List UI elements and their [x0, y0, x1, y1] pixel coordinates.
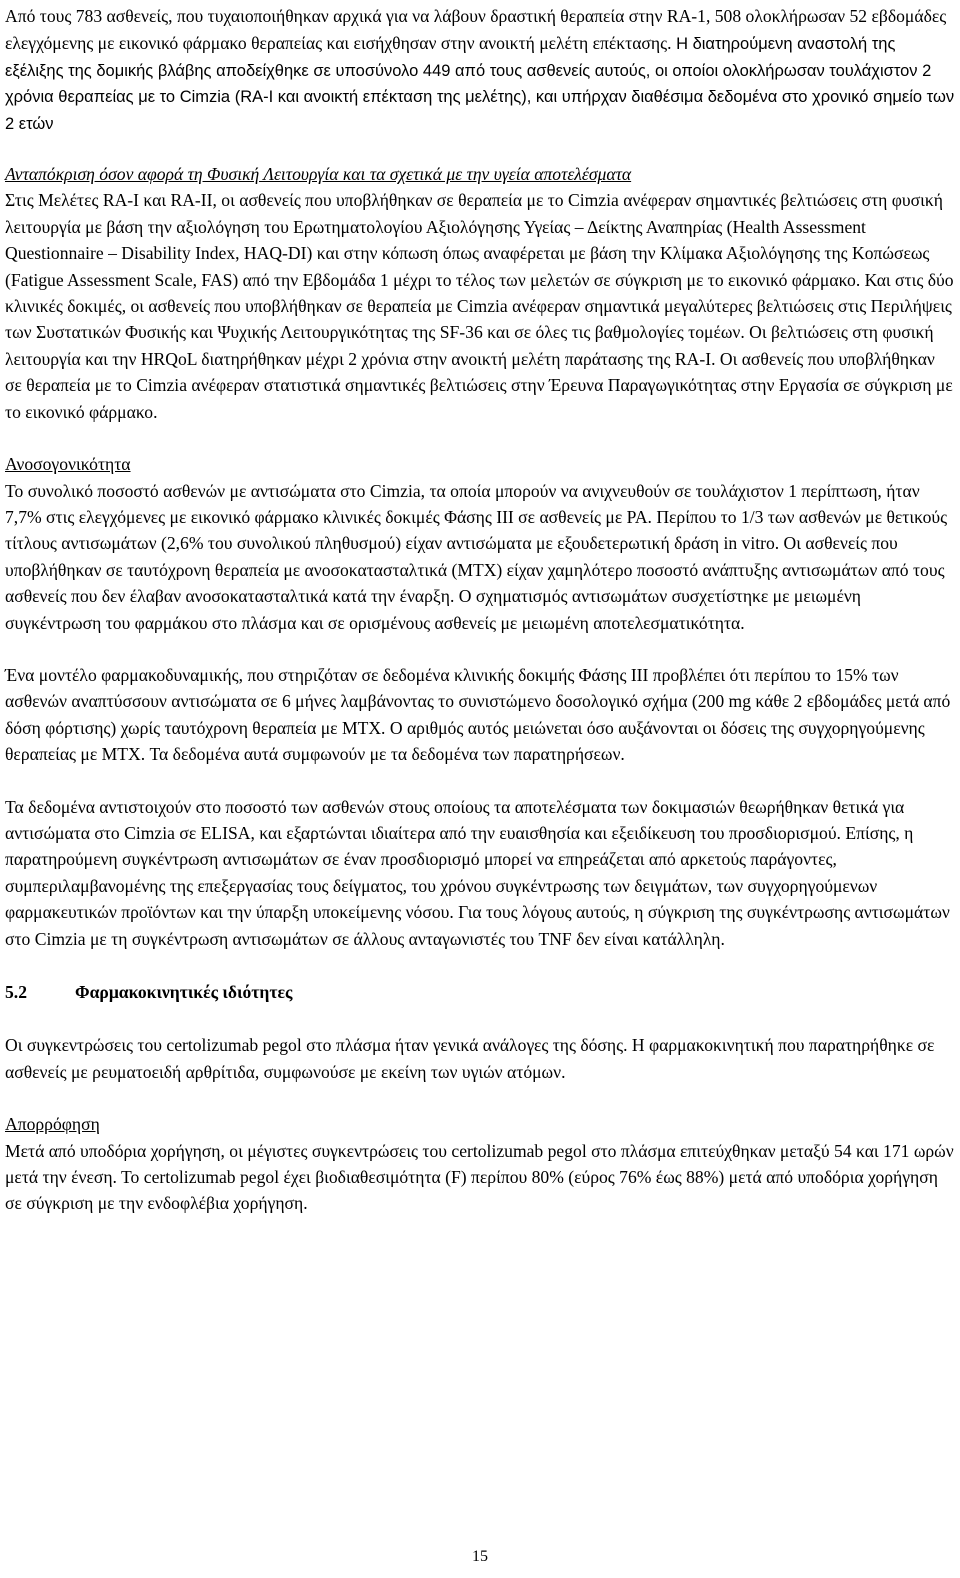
immunogenicity-paragraph-2: Ένα μοντέλο φαρμακοδυναμικής, που στηριζόταν σε δεδομένα κλινικής δοκιμής Φάσης III προβλέπει ότι περίπου το 15% των ασθενών αναπτύσσουν αντισώματα σε 6 μήνες λαμβάνοντας το συνιστώμενο δοσολογικό σχήμα (200 mg κάθε 2 εβδομάδες μετά από δόση φόρτισης) χωρίς ταυτόχρονη θεραπεία με MTX. Ο αριθμός αυτός μειώνεται όσο αυξάνονται οι δόσεις της συγχορηγούμενης θεραπείας με MTX. Τα δεδομένα αυτά συμφωνούν με τα δεδομένα των παρατηρήσεων.	[5, 664, 951, 765]
intro-sentence-2: Η διατηρούμενη αναστολή της εξέλιξης της δομικής βλάβης αποδείχθηκε σε υποσύνολο 449 από τους ασθενείς αυτούς, οι οποίοι ολοκλήρωσαν τουλάχιστον 2 χρόνια θεραπείας με το Cimzia (RA-I και ανοικτή επέκταση της μελέτης), και υπήρχαν διαθέσιμα δεδομένα στο χρονικό σημείο των 2 ετών	[5, 35, 955, 133]
physical-function-heading: Ανταπόκριση όσον αφορά τη Φυσική Λειτουργία και τα σχετικά με την υγεία αποτελέσματα	[5, 164, 632, 185]
intro-paragraph	[5, 3, 955, 137]
immunogenicity-paragraph-3: Τα δεδομένα αντιστοιχούν στο ποσοστό των ασθενών στους οποίους τα αποτελέσματα των δοκιμασιών θεωρήθηκαν θετικά για αντισώματα στο Cimzia σε ELISA, και εξαρτώνται ιδιαίτερα από την ευαισθησία και εξειδίκευση του προσδιορισμού. Επίσης, η παρατηρούμενη συγκέντρωση αντισωμάτων σε έναν προσδιορισμό μπορεί να επηρεάζεται από αρκετούς παράγοντες, συμπεριλαμβανομένης της επεξεργασίας τους δείγματος, του χρόνου συγκέντρωσης των δειγμάτων, των συγχορηγούμενων φαρμακευτικών προϊόντων και την ύπαρξη υποκείμενης νόσου. Για τους λόγους αυτούς, η σύγκριση της συγκέντρωσης αντισωμάτων στο Cimzia με τη συγκέντρωση αντισωμάτων σε άλλους ανταγωνιστές του TNF δεν είναι κατάλληλη.	[5, 796, 950, 949]
section-title: Φαρμακοκινητικές ιδιότητες	[75, 982, 293, 1002]
absorption-body: Μετά από υποδόρια χορήγηση, οι μέγιστες συγκεντρώσεις του certolizumab pegol στο πλάσμα επιτεύχθηκαν μεταξύ 54 και 171 ωρών μετά την ένεση. Το certolizumab pegol έχει βιοδιαθεσιμότητα (F) περίπου 80% (εύρος 76% έως 88%) μετά από υποδόρια χορήγηση σε σύγκριση με την ενδοφλέβια χορήγηση.	[5, 1140, 954, 1214]
page-number: 15	[472, 1548, 488, 1565]
intro-sentence-1: Από τους 783 ασθενείς, που τυχαιοποιήθηκαν αρχικά για να λάβουν δραστική θεραπεία στην RA-1, 508 ολοκλήρωσαν 52 εβδομάδες ελεγχόμενης με εικονικό φάρμακο θεραπείας και εισήχθησαν στην ανοικτή μελέτη επέκτασης.	[5, 6, 947, 54]
physical-function-body: Στις Μελέτες RA-I και RA-II, οι ασθενείς που υποβλήθηκαν σε θεραπεία με το Cimzia ανέφεραν σημαντικές βελτιώσεις στη φυσική λειτουργία με βάση την αξιολόγηση του Ερωτηματολογίου Αξιολόγησης Υγείας – Δείκτης Αναπηρίας (Health Assessment Questionnaire – Disability Index, HAQ-DI) και στην κόπωση όπως αναφέρεται με βάση την Κλίμακα Αξιολόγησης της Κοπώσεως (Fatigue Assessment Scale, FAS) από την Εβδομάδα 1 μέχρι το τέλος των μελετών σε σύγκριση με το εικονικό φάρμακο. Και στις δύο κλινικές δοκιμές, οι ασθενείς που υποβλήθηκαν σε θεραπεία με Cimzia ανέφεραν σημαντικά μεγαλύτερες βελτιώσεις στις Περιλήψεις των Συστατικών Φυσικής και Ψυχικής Λειτουργικότητας της SF-36 και σε όλες τις βαθμολογίες τομέων. Οι βελτιώσεις στη φυσική λειτουργία και την HRQoL διατηρήθηκαν μέχρι 2 χρόνια στην ανοικτή μελέτη παράτασης της RA-I. Οι ασθενείς που υποβλήθηκαν σε θεραπεία με το Cimzia ανέφεραν στατιστικά σημαντικές βελτιώσεις στην Έρευνα Παραγωγικότητας στην Εργασία σε σύγκριση με το εικονικό φάρμακο.	[5, 190, 954, 422]
section-number: 5.2	[5, 982, 27, 1002]
immunogenicity-paragraph-1: Το συνολικό ποσοστό ασθενών με αντισώματα στο Cimzia, τα οποία μπορούν να ανιχνευθούν σε τουλάχιστον 1 περίπτωση, ήταν 7,7% στις ελεγχόμενες με εικονικό φάρμακο κλινικές δοκιμές Φάσης III σε ασθενείς με ΡΑ. Περίπου το 1/3 των ασθενών με θετικούς τίτλους αντισωμάτων (2,6% του συνολικού πληθυσμού) είχαν αντισώματα με εξουδετερωτική δράση in vitro. Οι ασθενείς που υποβλήθηκαν σε ταυτόχρονη θεραπεία με ανοσοκατασταλτικά (MTX) είχαν χαμηλότερο ποσοστό ανάπτυξης αντισωμάτων από τους ασθενείς που δεν έλαβαν ανοσοκατασταλτικά κατά την έναρξη. Ο σχηματισμός αντισωμάτων συσχετίστηκε με μειωμένη συγκέντρωση του φαρμάκου στο πλάσμα και σε ορισμένους ασθενείς με μειωμένη αποτελεσματικότητα.	[5, 480, 948, 633]
document-page	[5, 0, 955, 1217]
section-5-2-heading	[5, 979, 955, 1005]
immunogenicity-heading: Ανοσογονικότητα	[5, 454, 131, 475]
absorption-heading: Απορρόφηση	[5, 1114, 100, 1135]
pharmacokinetics-paragraph: Οι συγκεντρώσεις του certolizumab pegol στο πλάσμα ήταν γενικά ανάλογες της δόσης. Η φαρμακοκινητική που παρατηρήθηκε σε ασθενείς με ρευματοειδή αρθρίτιδα, συμφωνούσε με εκείνη των υγιών ατόμων.	[5, 1035, 935, 1082]
